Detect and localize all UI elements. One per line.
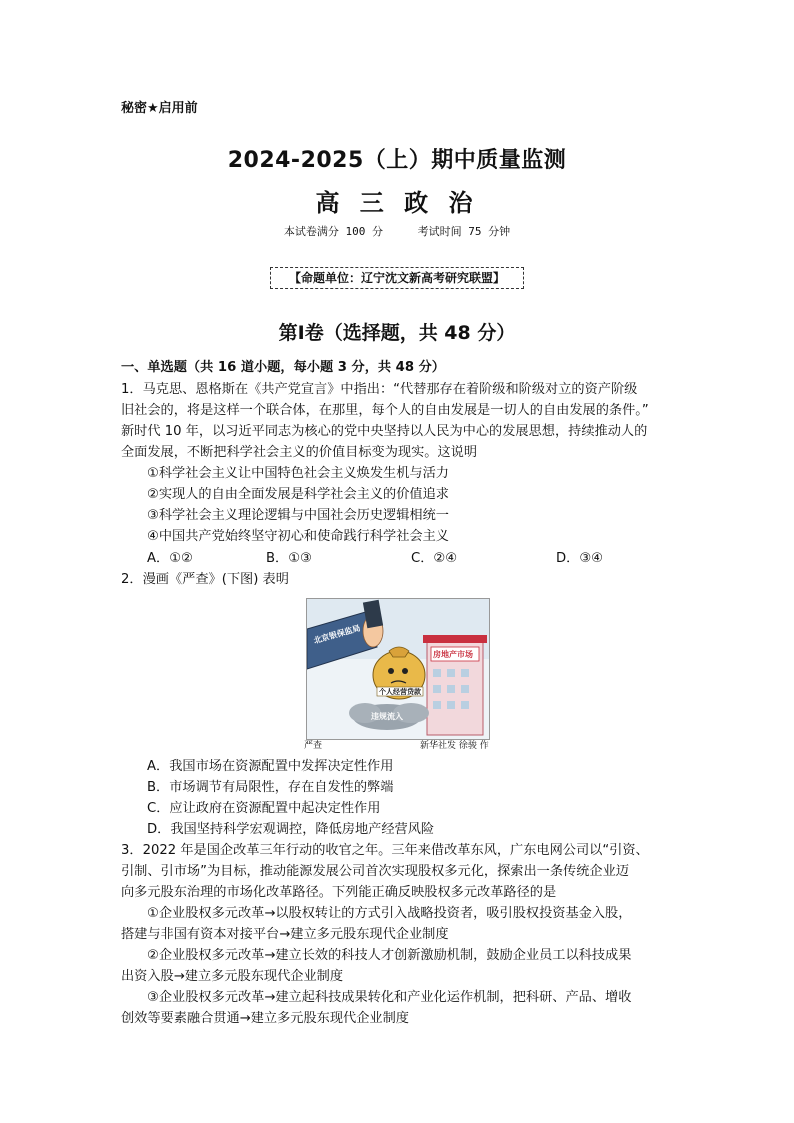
cartoon-image bbox=[306, 598, 490, 740]
comic-bag-label: 个人经营贷款 bbox=[379, 688, 421, 696]
confidential-label: 秘密★启用前 bbox=[121, 101, 198, 116]
q3-item: ②企业股权多元改革→建立长效的科技人才创新激励机制，鼓励企业员工以科技成果 bbox=[147, 948, 632, 963]
q2-option-d: D．我国坚持科学宏观调控，降低房地产经营风险 bbox=[147, 822, 435, 837]
time-info: 考试时间 75 分钟 bbox=[417, 225, 511, 238]
q3-stem-line: 3．2022 年是国企改革三年行动的收官之年。三年来借改革东风，广东电网公司以“引资、 bbox=[121, 843, 649, 858]
q2-stem: 2．漫画《严查》(下图) 表明 bbox=[121, 572, 289, 587]
score-info: 本试卷满分 100 分 bbox=[283, 225, 383, 238]
exam-meta bbox=[0, 223, 794, 239]
comic-sign-left: 北京银保监局 bbox=[312, 623, 362, 646]
q1-item: ②实现人的自由全面发展是科学社会主义的价值追求 bbox=[147, 487, 449, 502]
q1-option-a: A．①② bbox=[147, 551, 193, 566]
section-title: 第Ⅰ卷（选择题，共 48 分） bbox=[278, 322, 516, 344]
q2-option-a: A．我国市场在资源配置中发挥决定性作用 bbox=[147, 759, 394, 774]
q2-option-c: C．应让政府在资源配置中起决定性作用 bbox=[147, 801, 381, 816]
q1-item: ①科学社会主义让中国特色社会主义焕发生机与活力 bbox=[147, 466, 449, 481]
q1-stem-line: 新时代 10 年，以习近平同志为核心的党中央坚持以人民为中心的发展思想，持续推动人的 bbox=[121, 424, 648, 439]
comic-caption-title: 严查 bbox=[304, 741, 323, 751]
author-unit-box: 【命题单位：辽宁沈文新高考研究联盟】 bbox=[270, 267, 524, 289]
q3-item-cont: 创效等要素融合贯通→建立多元股东现代企业制度 bbox=[121, 1011, 409, 1026]
q1-item: ③科学社会主义理论逻辑与中国社会历史逻辑相统一 bbox=[147, 508, 449, 523]
q1-item: ④中国共产党始终坚守初心和使命践行科学社会主义 bbox=[147, 529, 449, 544]
comic-cloud-label: 违规流入 bbox=[371, 712, 403, 721]
q3-item-cont: 搭建与非国有资本对接平台→建立多元股东现代企业制度 bbox=[121, 927, 449, 942]
q1-stem-line: 1．马克思、恩格斯在《共产党宣言》中指出：“代替那存在着阶级和阶级对立的资产阶级 bbox=[121, 382, 638, 397]
q3-item: ③企业股权多元改革→建立起科技成果转化和产业化运作机制，把科研、产品、增收 bbox=[147, 990, 632, 1005]
exam-title: 2024-2025（上）期中质量监测 bbox=[227, 148, 567, 173]
q3-item: ①企业股权多元改革→以股权转让的方式引入战略投资者，吸引股权投资基金入股， bbox=[147, 906, 632, 921]
q1-stem-line: 旧社会的，将是这样一个联合体，在那里，每个人的自由发展是一切人的自由发展的条件。” bbox=[121, 403, 649, 418]
q2-option-b: B．市场调节有局限性，存在自发性的弊端 bbox=[147, 780, 394, 795]
q3-stem-line: 引制、引市场”为目标，推动能源发展公司首次实现股权多元化，探索出一条传统企业迈 bbox=[121, 864, 629, 879]
section-instruction: 一、单选题（共 16 道小题，每小题 3 分，共 48 分） bbox=[121, 360, 445, 375]
exam-subject: 高 三 政 治 bbox=[315, 188, 479, 217]
q3-stem-line: 向多元股东治理的市场化改革路径。下列能正确反映股权多元改革路径的是 bbox=[121, 885, 557, 900]
comic-sign-building: 房地产市场 bbox=[433, 650, 473, 659]
q1-option-b: B．①③ bbox=[266, 551, 312, 566]
q1-stem-line: 全面发展，不断把科学社会主义的价值目标变为现实。这说明 bbox=[121, 445, 478, 460]
q3-item-cont: 出资入股→建立多元股东现代企业制度 bbox=[121, 969, 344, 984]
q1-option-c: C．②④ bbox=[411, 551, 458, 566]
comic-caption-credit: 新华社发 徐骏 作 bbox=[420, 741, 489, 751]
q1-option-d: D．③④ bbox=[556, 551, 603, 566]
